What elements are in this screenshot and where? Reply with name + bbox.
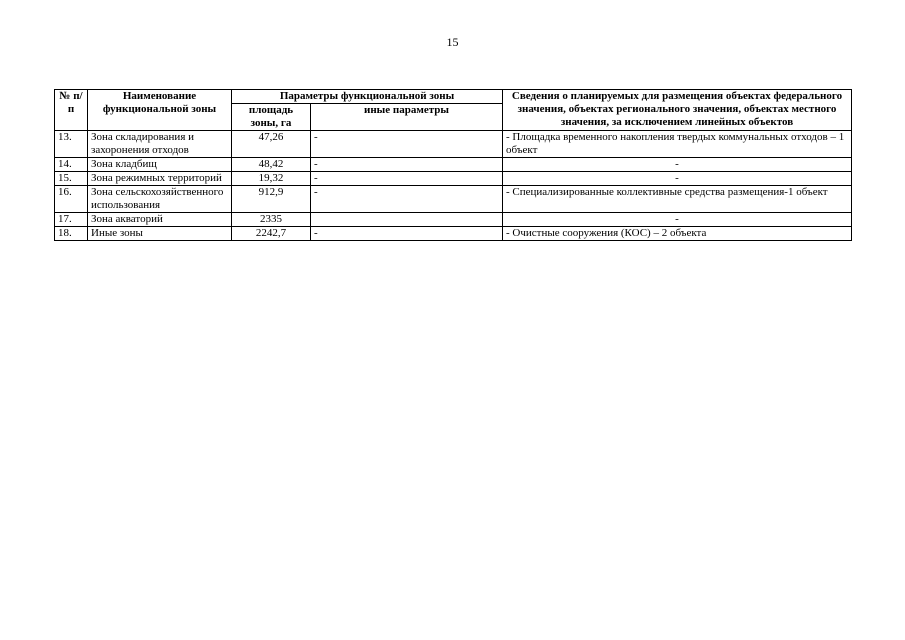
table-row — [55, 158, 852, 172]
header-zone-name: Наименование функциональной зоны — [88, 90, 232, 131]
header-area: площадь зоны, га — [232, 104, 311, 131]
row-planned-objects: - — [503, 158, 852, 172]
row-zone-name: Иные зоны — [88, 227, 232, 241]
row-num: 14. — [55, 158, 88, 172]
row-num: 16. — [55, 186, 88, 213]
row-num: 18. — [55, 227, 88, 241]
row-num: 17. — [55, 213, 88, 227]
row-zone-name: Зона режимных территорий — [88, 172, 232, 186]
row-num: 13. — [55, 131, 88, 158]
row-planned-objects: - Площадка временного накопления твердых коммунальных отходов – 1 объект — [503, 131, 852, 158]
table-row — [55, 227, 852, 241]
row-planned-objects: - Очистные сооружения (КОС) – 2 объекта — [503, 227, 852, 241]
row-zone-name: Зона сельскохозяйственного использования — [88, 186, 232, 213]
header-planned-objects: Сведения о планируемых для размещения объектах федерального значения, объектах регионального значения, объектах местного значения, за исключением линейных объектов — [503, 90, 852, 131]
row-other-params — [311, 213, 503, 227]
header-other-params: иные параметры — [311, 104, 503, 131]
row-num: 15. — [55, 172, 88, 186]
row-other-params: - — [311, 158, 503, 172]
row-zone-name: Зона акваторий — [88, 213, 232, 227]
table-row — [55, 213, 852, 227]
table-row — [55, 131, 852, 158]
row-area: 912,9 — [232, 186, 311, 213]
row-other-params: - — [311, 131, 503, 158]
table-row — [55, 186, 852, 213]
row-area: 48,42 — [232, 158, 311, 172]
row-area: 2242,7 — [232, 227, 311, 241]
header-zone-params: Параметры функциональной зоны — [232, 90, 503, 104]
row-other-params: - — [311, 186, 503, 213]
row-area: 19,32 — [232, 172, 311, 186]
row-zone-name: Зона кладбищ — [88, 158, 232, 172]
table-row — [55, 172, 852, 186]
functional-zones-table — [54, 89, 852, 241]
header-num: № п/п — [55, 90, 88, 131]
row-area: 2335 — [232, 213, 311, 227]
row-other-params: - — [311, 172, 503, 186]
row-area: 47,26 — [232, 131, 311, 158]
row-planned-objects: - Специализированные коллективные средства размещения-1 объект — [503, 186, 852, 213]
row-planned-objects: - — [503, 172, 852, 186]
row-other-params: - — [311, 227, 503, 241]
page-number: 15 — [446, 35, 459, 49]
row-zone-name: Зона складирования и захоронения отходов — [88, 131, 232, 158]
table-header-row — [55, 90, 852, 104]
row-planned-objects: - — [503, 213, 852, 227]
